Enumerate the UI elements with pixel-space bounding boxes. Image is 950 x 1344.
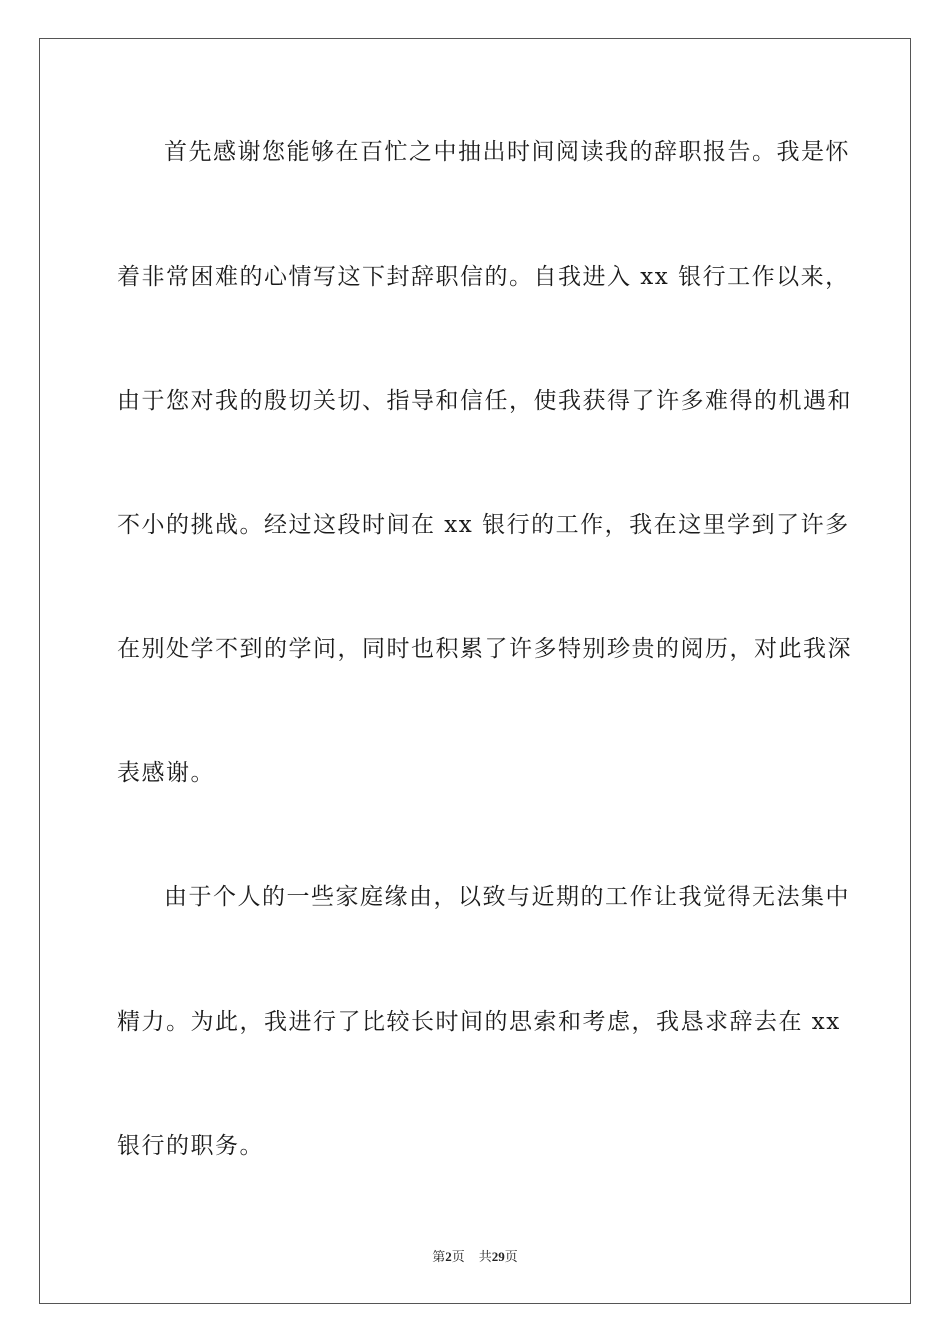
total-prefix: 共: [478, 1250, 492, 1265]
page-frame: [39, 38, 911, 1304]
paragraph-1-line-3: 由于您对我的殷切关切、指导和信任，使我获得了许多难得的机遇和: [117, 388, 852, 414]
paragraph-1-line-5: 在别处学不到的学问，同时也积累了许多特别珍贵的阅历，对此我深: [117, 636, 852, 662]
total-suffix: 页: [504, 1250, 518, 1265]
paragraph-1-line-6: 表感谢。: [117, 760, 215, 786]
page-suffix: 页: [451, 1250, 465, 1265]
page-footer: [0, 1249, 950, 1266]
page-number: 2: [445, 1249, 452, 1264]
total-pages: 29: [491, 1249, 505, 1264]
page-prefix: 第: [432, 1250, 446, 1265]
paragraph-2-line-3: 银行的职务。: [117, 1133, 264, 1159]
paragraph-2-line-2: 精力。为此，我进行了比较长时间的思索和考虑，我恳求辞去在 xx: [117, 1009, 841, 1035]
paragraph-1-line-2: 着非常困难的心情写这下封辞职信的。自我进入 xx 银行工作以来，: [117, 264, 850, 290]
paragraph-2-line-1: 由于个人的一些家庭缘由，以致与近期的工作让我觉得无法集中: [164, 884, 850, 910]
paragraph-1-line-1: 首先感谢您能够在百忙之中抽出时间阅读我的辞职报告。我是怀: [164, 139, 850, 165]
paragraph-1-line-4: 不小的挑战。经过这段时间在 xx 银行的工作，我在这里学到了许多: [117, 512, 850, 538]
